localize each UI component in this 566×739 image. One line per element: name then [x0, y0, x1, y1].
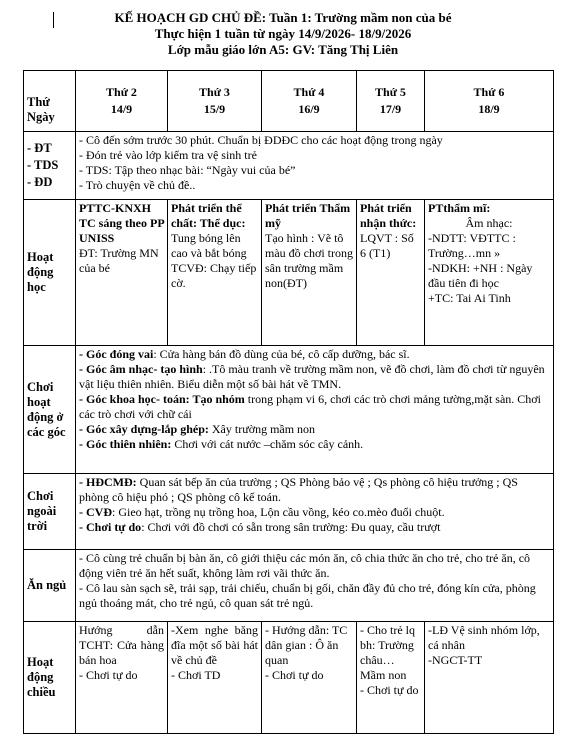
welcome-label [24, 132, 76, 200]
plan-period: Thực hiện 1 tuần từ ngày 14/9/2026- 18/9/2026 [154, 26, 412, 41]
day-header-row [24, 71, 554, 132]
meal-item: - Cô lau sàn sạch sẽ, trải sạp, trải chiếu, chuẩn bị gối, chăn đầy đủ cho trẻ, đóng kín cửa, phòng ngủ thoáng mát, cho trẻ ngủ, cô quan sát trẻ ngủ. [79, 581, 536, 610]
learning-fri-line3: -NDKH: +NH : Ngày đầu tiên đi học [428, 261, 533, 290]
outdoor-content [76, 474, 554, 550]
afternoon-mon: Hướng dẫn TCHT: Cửa hàng bán hoa - Chơi tự do [76, 622, 168, 734]
outdoor-item-text: : Gieo hạt, trồng nụ trồng hoa, Lộn cầu vồng, kéo co.mèo đuổi chuột. [112, 505, 445, 519]
learning-label: Hoạt động học [24, 200, 76, 346]
learning-mon-text: ĐT: Trường MN của bé [79, 246, 159, 275]
corner-item-text: : Cửa hàng bán đồ dùng của bé, cô cấp dưỡng, bác sĩ. [153, 347, 410, 361]
learning-tue [168, 200, 262, 346]
day-date: 17/9 [379, 102, 402, 116]
corner-item-title: - Góc khoa học- toán: Tạo nhóm [79, 392, 245, 406]
corner-item-text: Chơi với cát nước –chăm sóc cây cảnh. [171, 437, 364, 451]
corner-item-text: trong phạm vi 6, chơi các trò chơi mảng tường,mặt sàn. Chơi các trò chơi với chữ cái [79, 392, 541, 421]
day-header-fri [425, 71, 554, 132]
corner-cell [24, 71, 76, 132]
learning-wed [262, 200, 357, 346]
outdoor-item-title: - Chơi tự do [79, 520, 142, 534]
learning-mon-title: PTTC-KNXH TC sáng theo PP UNISS [79, 201, 165, 245]
outdoor-item-title: - HĐCMĐ: [79, 475, 137, 489]
day-header-wed [262, 71, 357, 132]
day-name: Thứ 4 [293, 85, 325, 99]
afternoon-label: Hoạt động chiều [24, 622, 76, 734]
afternoon-wed: - Hướng dẫn: TC dân gian : Ô ăn quan - Chơi tự do [262, 622, 357, 734]
label-attendance: - ĐD [27, 175, 53, 189]
day-header-thu [357, 71, 425, 132]
learning-wed-title: Phát triển Thẩm mỹ [265, 201, 351, 230]
plan-title: KẾ HOẠCH GD CHỦ ĐỀ: Tuần 1: Trường mầm non của bé [114, 10, 452, 25]
learning-fri-line4: +TC: Tai Ai Tinh [428, 291, 511, 305]
outdoor-item-text: Quan sát bếp ăn của trường ; QS Phòng bảo vệ ; Qs phòng cô hiệu trưởng ; QS phòng cô hiệu phó ; QS phòng cô kế toán. [79, 475, 518, 504]
welcome-item: - Trò chuyện về chủ đề.. [79, 178, 196, 192]
day-name: Thứ 2 [106, 85, 137, 99]
outdoor-item-text: : Chơi với đồ chơi có sẵn trong sân trường: Đu quay, cầu trượt [141, 520, 441, 534]
afternoon-thu: - Cho trẻ lq bh: Trường châu… Mầm non - Chơi tự do [357, 622, 425, 734]
corner-item [79, 392, 550, 422]
learning-row [24, 200, 554, 346]
corner-item-title: - Góc xây dựng-lắp ghép: [79, 422, 209, 436]
welcome-content [76, 132, 554, 200]
learning-fri-title: PTthẩm mĩ: [428, 201, 491, 215]
learning-mon [76, 200, 168, 346]
corners-label: Chơi hoạt động ở các góc [24, 346, 76, 474]
day-date: 15/9 [203, 102, 226, 116]
day-date: 16/9 [298, 102, 320, 116]
weekly-plan-table [23, 70, 554, 734]
label-morning-exercise: - TDS [27, 158, 59, 172]
corner-item [79, 362, 550, 392]
learning-wed-text: Tạo hình : Vẽ tô màu đồ chơi trong sân trường mầm non(ĐT) [265, 231, 353, 290]
corner-item-text: Xây trường mầm non [208, 422, 316, 436]
day-name: Thứ 6 [473, 85, 505, 99]
afternoon-fri: -LĐ Vệ sinh nhóm lớp, cá nhân -NGCT-TT [425, 622, 554, 734]
outdoor-row [24, 474, 554, 550]
corners-row [24, 346, 554, 474]
day-name: Thứ 5 [375, 85, 406, 99]
day-header-tue [168, 71, 262, 132]
learning-tue-title: Phát triển thể chất: Thể dục: [171, 201, 246, 230]
day-date: 18/9 [478, 102, 500, 116]
corner-item [79, 422, 550, 437]
learning-fri-line1: Âm nhạc: [465, 216, 513, 230]
day-header-mon [76, 71, 168, 132]
welcome-item: - Đón trẻ vào lớp kiểm tra vệ sinh trẻ [79, 148, 257, 162]
document-header [0, 10, 566, 58]
outdoor-item-title: - CVĐ [79, 505, 112, 519]
outdoor-item [79, 520, 550, 535]
plan-class-teacher: Lớp mẫu giáo lớn A5: GV: Tăng Thị Liên [167, 42, 399, 57]
learning-fri [425, 200, 554, 346]
welcome-item: - Cô đến sớm trước 30 phút. Chuẩn bị ĐDĐC cho các hoạt động trong ngày [79, 133, 443, 147]
welcome-item: - TDS: Tập theo nhạc bài: “Ngày vui của bé” [79, 163, 296, 177]
meal-row [24, 550, 554, 622]
corner-item-title: - Góc âm nhạc- tạo hình [79, 362, 203, 376]
corner-item-title: - Góc thiên nhiên: [79, 437, 172, 451]
welcome-row [24, 132, 554, 200]
corner-item [79, 347, 550, 362]
learning-thu-title: Phát triển nhận thức: [360, 201, 417, 230]
day-date: 14/9 [110, 102, 133, 116]
meal-content [76, 550, 554, 622]
meal-label: Ăn ngủ [24, 550, 76, 622]
outdoor-label: Chơi ngoài trời [24, 474, 76, 550]
outdoor-item [79, 505, 550, 520]
learning-thu [357, 200, 425, 346]
corners-content [76, 346, 554, 474]
corner-item [79, 437, 550, 452]
corner-label-date: Ngày [27, 110, 55, 124]
afternoon-row [24, 622, 554, 734]
learning-thu-text: LQVT : Số 6 (T1) [360, 231, 414, 260]
afternoon-tue: -Xem nghe băng đĩa một số bài hát về chủ đề - Chơi TD [168, 622, 262, 734]
meal-item: - Cô cùng trẻ chuẩn bị bàn ăn, cô giới thiệu các món ăn, cô chia thức ăn cho trẻ, cho trẻ ăn, cô động viên trẻ ăn hết suất, không làm rơi vãi thức ăn. [79, 551, 531, 580]
learning-tue-text2: TCVĐ: Chạy tiếp cờ. [171, 261, 257, 290]
outdoor-item [79, 475, 550, 505]
corner-item-title: - Góc đóng vai [79, 347, 154, 361]
learning-fri-line2: -NDTT: VĐTTC : Trường…mn » [428, 231, 516, 260]
learning-tue-text: Tung bóng lên cao và bắt bóng [171, 231, 247, 260]
corner-label-day: Thứ [27, 95, 50, 109]
label-welcome: - ĐT [27, 141, 52, 155]
corner-item-text: : .Tô màu tranh về trường mầm non, vẽ đồ chơi, làm đồ chơi từ nguyên vật liệu thiên nhiên. Biểu diễn một số bài hát về TMN. [79, 362, 545, 391]
day-name: Thứ 3 [199, 85, 230, 99]
